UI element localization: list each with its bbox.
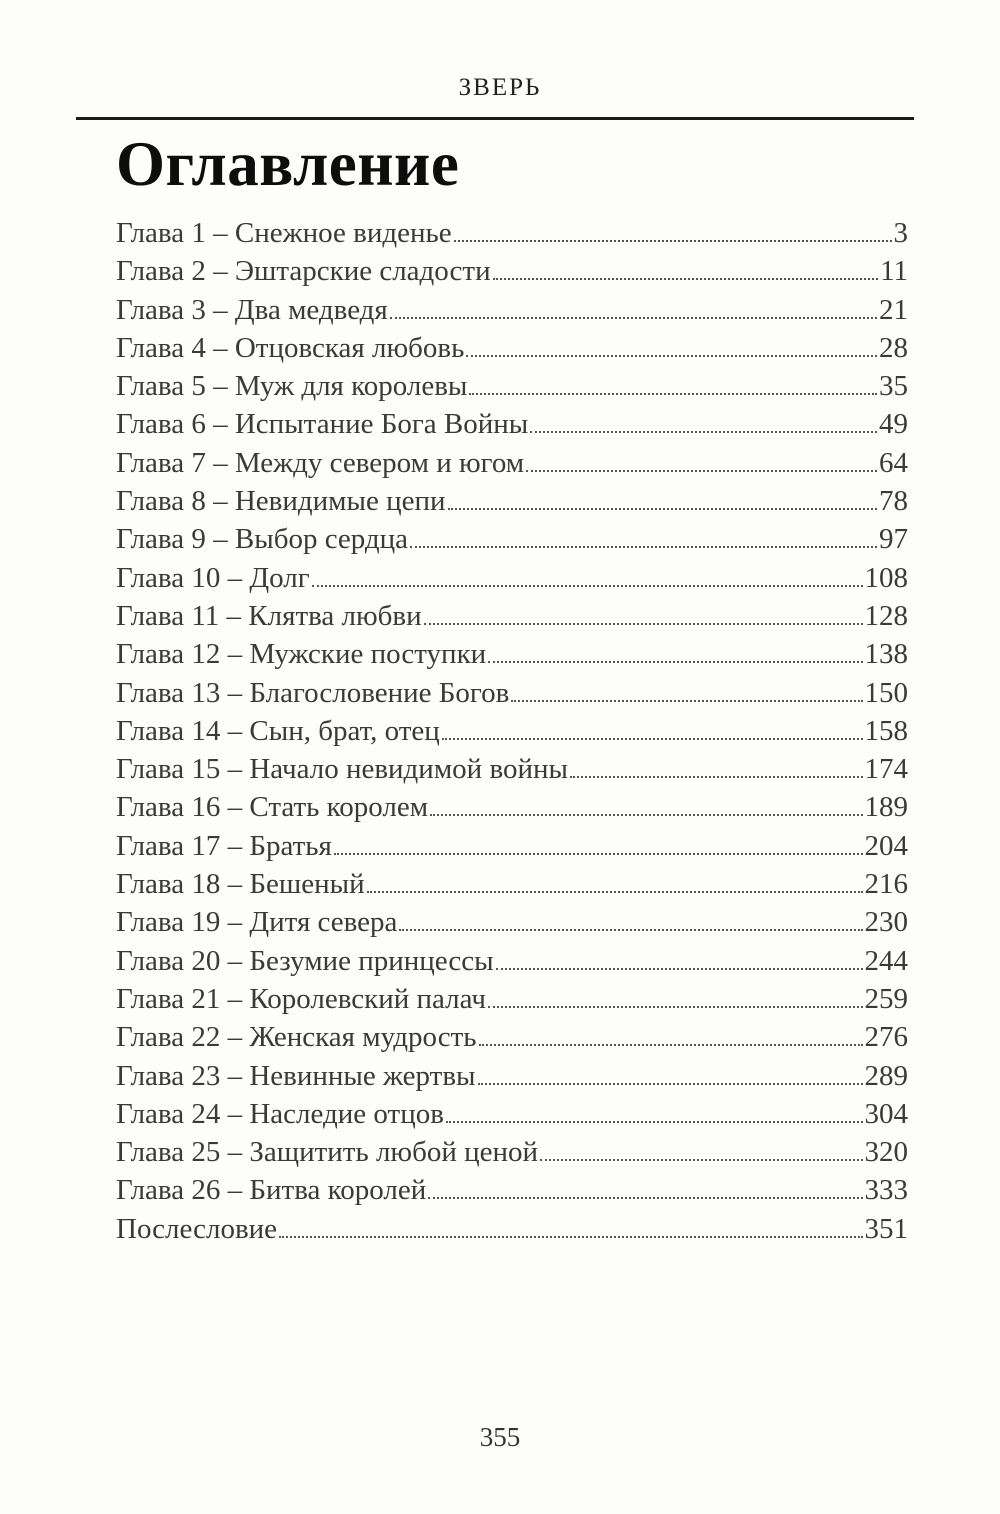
toc-entry-page: 216 — [864, 868, 908, 901]
dot-leader — [442, 738, 863, 740]
toc-entry — [116, 597, 908, 635]
dot-leader — [367, 891, 863, 893]
dot-leader — [478, 1083, 863, 1085]
toc-entry — [116, 865, 908, 903]
dot-leader — [390, 317, 877, 319]
dot-leader — [334, 853, 863, 855]
dot-leader — [279, 1236, 862, 1238]
dot-leader — [496, 968, 863, 970]
running-head: ЗВЕРЬ — [458, 74, 542, 101]
dot-leader — [526, 470, 877, 472]
toc-entry-page: 108 — [864, 561, 908, 594]
toc-entry-label: Глава 11 – Клятва любви — [116, 599, 422, 632]
toc-entry — [116, 214, 908, 252]
toc-entry — [116, 1018, 908, 1056]
toc-entry-page: 150 — [864, 676, 908, 709]
dot-leader — [454, 240, 892, 242]
toc-entry — [116, 252, 908, 290]
toc-entry — [116, 444, 908, 482]
toc-entry-label: Глава 21 – Королевский палач — [116, 982, 486, 1015]
page-number: 355 — [479, 1422, 521, 1452]
toc-entry-label: Глава 15 – Начало невидимой войны — [116, 753, 568, 786]
toc-entry — [116, 827, 908, 865]
toc-entry-page: 158 — [864, 714, 908, 747]
toc-entry — [116, 635, 908, 673]
dot-leader — [410, 546, 877, 548]
toc-entry-label: Глава 3 – Два медведя — [116, 293, 388, 326]
toc-entry-page: 320 — [864, 1136, 908, 1169]
dot-leader — [479, 1044, 863, 1046]
toc-entry — [116, 405, 908, 443]
toc-entry — [116, 712, 908, 750]
dot-leader — [424, 623, 863, 625]
toc-title: Оглавление — [116, 129, 460, 199]
toc-entry — [116, 367, 908, 405]
toc-entry — [116, 329, 908, 367]
toc-entry-label: Глава 9 – Выбор сердца — [116, 523, 409, 556]
dot-leader — [446, 1121, 863, 1123]
toc-entry-page: 11 — [880, 255, 908, 288]
dot-leader — [312, 585, 863, 587]
toc-entry — [116, 750, 908, 788]
toc-entry-label: Глава 5 – Муж для королевы — [116, 370, 468, 403]
toc-entry-label: Послесловие — [116, 1212, 278, 1245]
toc-entry-page: 3 — [893, 217, 908, 249]
toc-entry-page: 97 — [879, 523, 908, 556]
toc-entry-page: 351 — [864, 1212, 908, 1245]
toc-entry-page: 189 — [864, 791, 908, 824]
dot-leader — [488, 661, 862, 663]
toc-entry-page: 333 — [864, 1174, 908, 1207]
toc-entry-page: 128 — [864, 599, 908, 632]
dot-leader — [428, 1197, 862, 1199]
toc-entry-label: Глава 8 – Невидимые цепи — [116, 485, 446, 518]
toc-entry-label: Глава 24 – Наследие отцов — [116, 1097, 444, 1130]
toc-entry-label: Глава 12 – Мужские поступки — [116, 638, 487, 671]
toc-entry-page: 204 — [864, 829, 908, 862]
toc-entry-label: Глава 19 – Дитя севера — [116, 906, 398, 939]
toc-entry-page: 35 — [879, 370, 908, 403]
toc-entry-page: 230 — [864, 906, 908, 939]
dot-leader — [466, 355, 877, 357]
toc-entry-label: Глава 10 – Долг — [116, 561, 310, 594]
toc-entry — [116, 674, 908, 712]
toc-entry-page: 244 — [864, 944, 908, 977]
toc-entry-page: 289 — [864, 1059, 908, 1092]
toc-entry-label: Глава 14 – Сын, брат, отец — [116, 714, 440, 747]
toc-entry — [116, 903, 908, 941]
dot-leader — [448, 508, 877, 510]
dot-leader — [399, 929, 862, 931]
dot-leader — [511, 700, 862, 702]
dot-leader — [540, 1159, 862, 1161]
toc-entry-label: Глава 25 – Защитить любой ценой — [116, 1136, 539, 1169]
toc-entry-label: Глава 1 – Снежное виденье — [116, 217, 452, 249]
toc-entry — [116, 559, 908, 597]
toc-entry-label: Глава 23 – Невинные жертвы — [116, 1059, 476, 1092]
toc-entry-label: Глава 2 – Эштарские сладости — [116, 255, 491, 288]
dot-leader — [430, 814, 862, 816]
dot-leader — [530, 431, 877, 433]
toc-entry-page: 78 — [879, 485, 908, 518]
toc-entry — [116, 291, 908, 329]
toc-entry-page: 49 — [879, 408, 908, 441]
toc-entry-page: 174 — [864, 753, 908, 786]
toc-entry — [116, 520, 908, 558]
dot-leader — [488, 1006, 863, 1008]
dot-leader — [570, 776, 863, 778]
toc-entry-page: 21 — [879, 293, 908, 326]
toc-entry-label: Глава 17 – Братья — [116, 829, 332, 862]
toc-entry-label: Глава 16 – Стать королем — [116, 791, 429, 824]
toc-entry-page: 138 — [864, 638, 908, 671]
toc-entry — [116, 942, 908, 980]
toc-entry-label: Глава 22 – Женская мудрость — [116, 1021, 477, 1054]
dot-leader — [469, 393, 877, 395]
toc-entry — [116, 1133, 908, 1171]
dot-leader — [493, 278, 878, 280]
toc-entry — [116, 1171, 908, 1209]
toc-entry-label: Глава 26 – Битва королей — [116, 1174, 427, 1207]
toc-entry — [116, 1210, 908, 1248]
toc-entry-label: Глава 6 – Испытание Бога Войны — [116, 408, 529, 441]
toc-entry-page: 28 — [879, 331, 908, 364]
toc-entry-label: Глава 7 – Между севером и югом — [116, 446, 525, 479]
toc-entry-label: Глава 18 – Бешеный — [116, 868, 365, 901]
toc-entry-page: 276 — [864, 1021, 908, 1054]
toc-list — [116, 214, 908, 1248]
header-rule — [76, 117, 914, 120]
toc-entry-page: 259 — [864, 982, 908, 1015]
toc-entry-label: Глава 4 – Отцовская любовь — [116, 331, 465, 364]
toc-entry-label: Глава 20 – Безумие принцессы — [116, 944, 494, 977]
toc-entry — [116, 1057, 908, 1095]
toc-entry — [116, 980, 908, 1018]
toc-entry — [116, 788, 908, 826]
toc-entry-label: Глава 13 – Благословение Богов — [116, 676, 510, 709]
toc-entry — [116, 482, 908, 520]
toc-entry-page: 64 — [879, 446, 908, 479]
toc-entry-page: 304 — [864, 1097, 908, 1130]
toc-entry — [116, 1095, 908, 1133]
